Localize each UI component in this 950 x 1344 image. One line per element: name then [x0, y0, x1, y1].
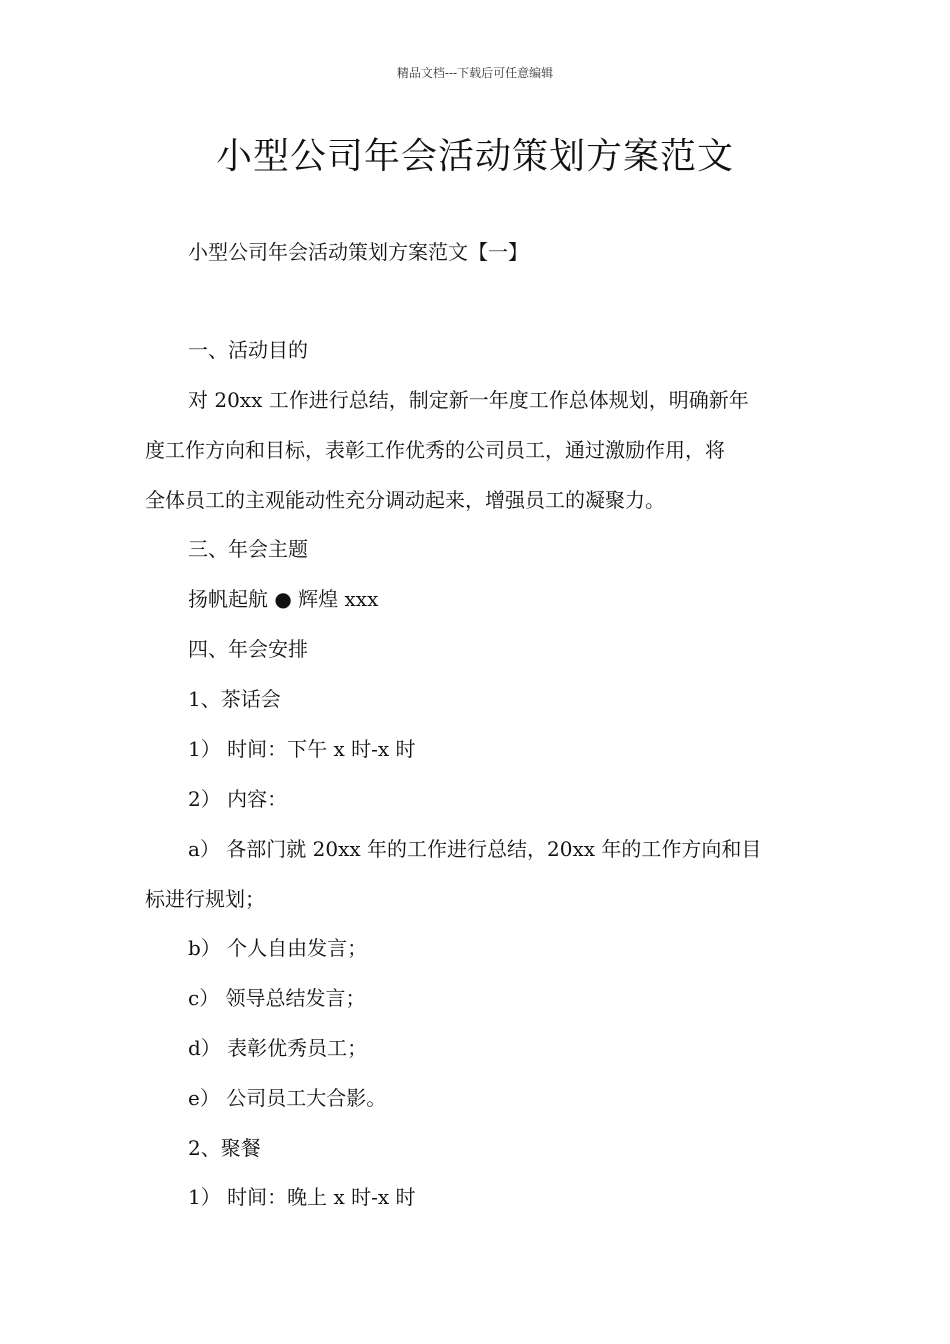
- subheading-tea-party: 1、茶话会: [188, 687, 281, 711]
- paragraph-line: 对 20xx 工作进行总结，制定新一年度工作总体规划，明确新年: [188, 388, 749, 412]
- list-item: 1） 时间：晚上 x 时-x 时: [188, 1185, 416, 1209]
- list-item: e） 公司员工大合影。: [188, 1086, 387, 1110]
- list-item: 1） 时间：下午 x 时-x 时: [188, 737, 416, 761]
- paragraph-line: 全体员工的主观能动性充分调动起来，增强员工的凝聚力。: [145, 488, 665, 512]
- list-item: b） 个人自由发言；: [188, 936, 368, 960]
- page-title: 小型公司年会活动策划方案范文: [215, 136, 734, 177]
- subheading-dinner: 2、聚餐: [188, 1136, 261, 1160]
- list-item: 2） 内容：: [188, 787, 288, 811]
- list-item: d） 表彰优秀员工；: [188, 1036, 368, 1060]
- paragraph-line: 度工作方向和目标，表彰工作优秀的公司员工，通过激励作用，将: [145, 438, 725, 462]
- heading-arrangement: 四、年会安排: [188, 637, 308, 661]
- section-heading: 小型公司年会活动策划方案范文【一】: [188, 240, 528, 264]
- header-note: 精品文档---下载后可任意编辑: [396, 66, 554, 80]
- list-item: a） 各部门就 20xx 年的工作进行总结，20xx 年的工作方向和目: [188, 837, 762, 861]
- list-item: c） 领导总结发言；: [188, 986, 366, 1010]
- heading-purpose: 一、活动目的: [188, 338, 308, 362]
- heading-theme: 三、年会主题: [188, 537, 308, 561]
- list-item-continued: 标进行规划；: [145, 887, 265, 911]
- theme-text: 扬帆起航 ● 辉煌 xxx: [188, 587, 379, 611]
